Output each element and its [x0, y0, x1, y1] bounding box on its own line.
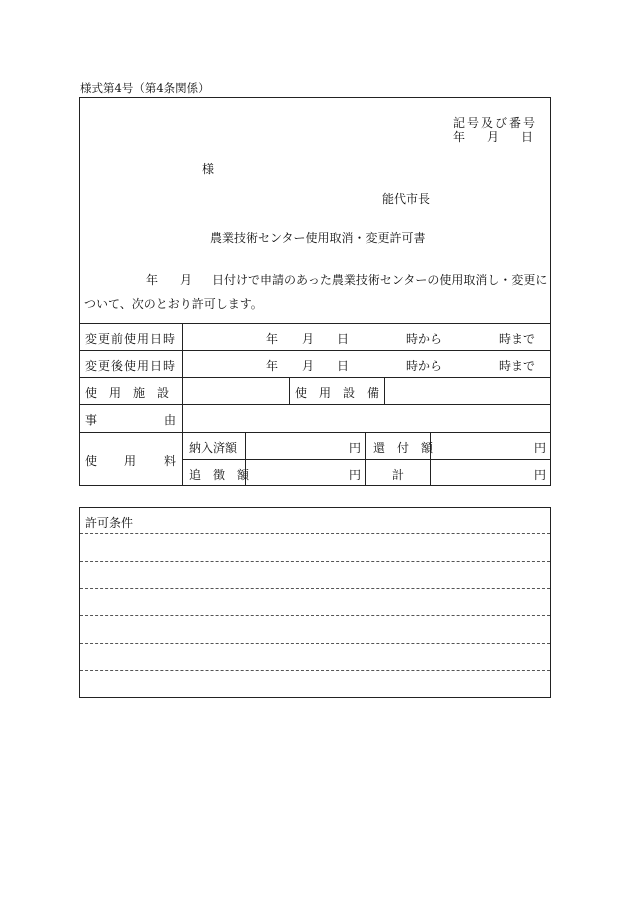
paid-amount-label: 納入済額: [189, 441, 238, 455]
table-facility-rule: [289, 377, 290, 404]
table-fee-inner-rule: [182, 459, 551, 460]
total-label: 計: [392, 468, 405, 482]
table-row-rule-1: [79, 350, 551, 351]
document-title: 農業技術センター使用取消・変更許可書: [210, 231, 426, 245]
table-top-rule: [79, 323, 551, 324]
before-to: 時まで: [499, 332, 536, 346]
table-row-rule-2: [79, 377, 551, 378]
before-from: 時から: [406, 332, 443, 346]
facility-label: 使 用 施 設: [85, 386, 170, 400]
doc-number-label: 記号及び番号: [453, 116, 538, 130]
refund-yen: 円: [534, 441, 547, 455]
body-month: 月: [180, 273, 193, 287]
reason-label-last: 由: [164, 413, 177, 427]
refund-amount-label: 還 付 額: [373, 441, 434, 455]
fee-label-3: 料: [164, 454, 177, 468]
conditions-line-1: [80, 533, 550, 534]
after-year: 年: [266, 359, 279, 373]
after-to: 時まで: [499, 359, 536, 373]
before-datetime-label: 変更前使用日時: [85, 332, 177, 346]
extra-yen: 円: [349, 468, 362, 482]
form-number-label: 様式第4号（第4条関係）: [80, 81, 210, 95]
conditions-line-5: [80, 643, 550, 644]
conditions-label: 許可条件: [85, 516, 134, 530]
conditions-line-6: [80, 670, 550, 671]
table-equipment-rule: [384, 377, 385, 404]
after-datetime-label: 変更後使用日時: [85, 359, 177, 373]
table-row-rule-3: [79, 404, 551, 405]
paid-yen: 円: [349, 441, 362, 455]
before-month: 月: [302, 332, 315, 346]
after-day: 日: [337, 359, 350, 373]
fee-label-1: 使: [85, 454, 98, 468]
body-line-1: 日付けで申請のあった農業技術センターの使用取消し・変更に: [212, 273, 548, 287]
date-day-label: 日: [521, 130, 534, 144]
permit-form-frame: [79, 97, 551, 486]
table-label-col-rule: [182, 323, 183, 486]
body-year: 年: [146, 273, 159, 287]
conditions-line-4: [80, 615, 550, 616]
equipment-label: 使 用 設 備: [295, 386, 380, 400]
after-month: 月: [302, 359, 315, 373]
date-year-label: 年: [453, 130, 466, 144]
recipient-honorific: 様: [202, 162, 215, 176]
fee-label-2: 用: [124, 454, 137, 468]
date-month-label: 月: [487, 130, 500, 144]
before-year: 年: [266, 332, 279, 346]
after-from: 時から: [406, 359, 443, 373]
total-yen: 円: [534, 468, 547, 482]
extra-charge-label: 追 徴 額: [189, 468, 250, 482]
issuer-name: 能代市長: [382, 192, 431, 206]
table-fee-rule-2: [365, 432, 366, 486]
body-line-2: ついて、次のとおり許可します。: [84, 297, 263, 311]
conditions-line-3: [80, 588, 550, 589]
table-row-rule-4: [79, 432, 551, 433]
before-day: 日: [337, 332, 350, 346]
reason-label-first: 事: [85, 413, 98, 427]
conditions-line-2: [80, 561, 550, 562]
